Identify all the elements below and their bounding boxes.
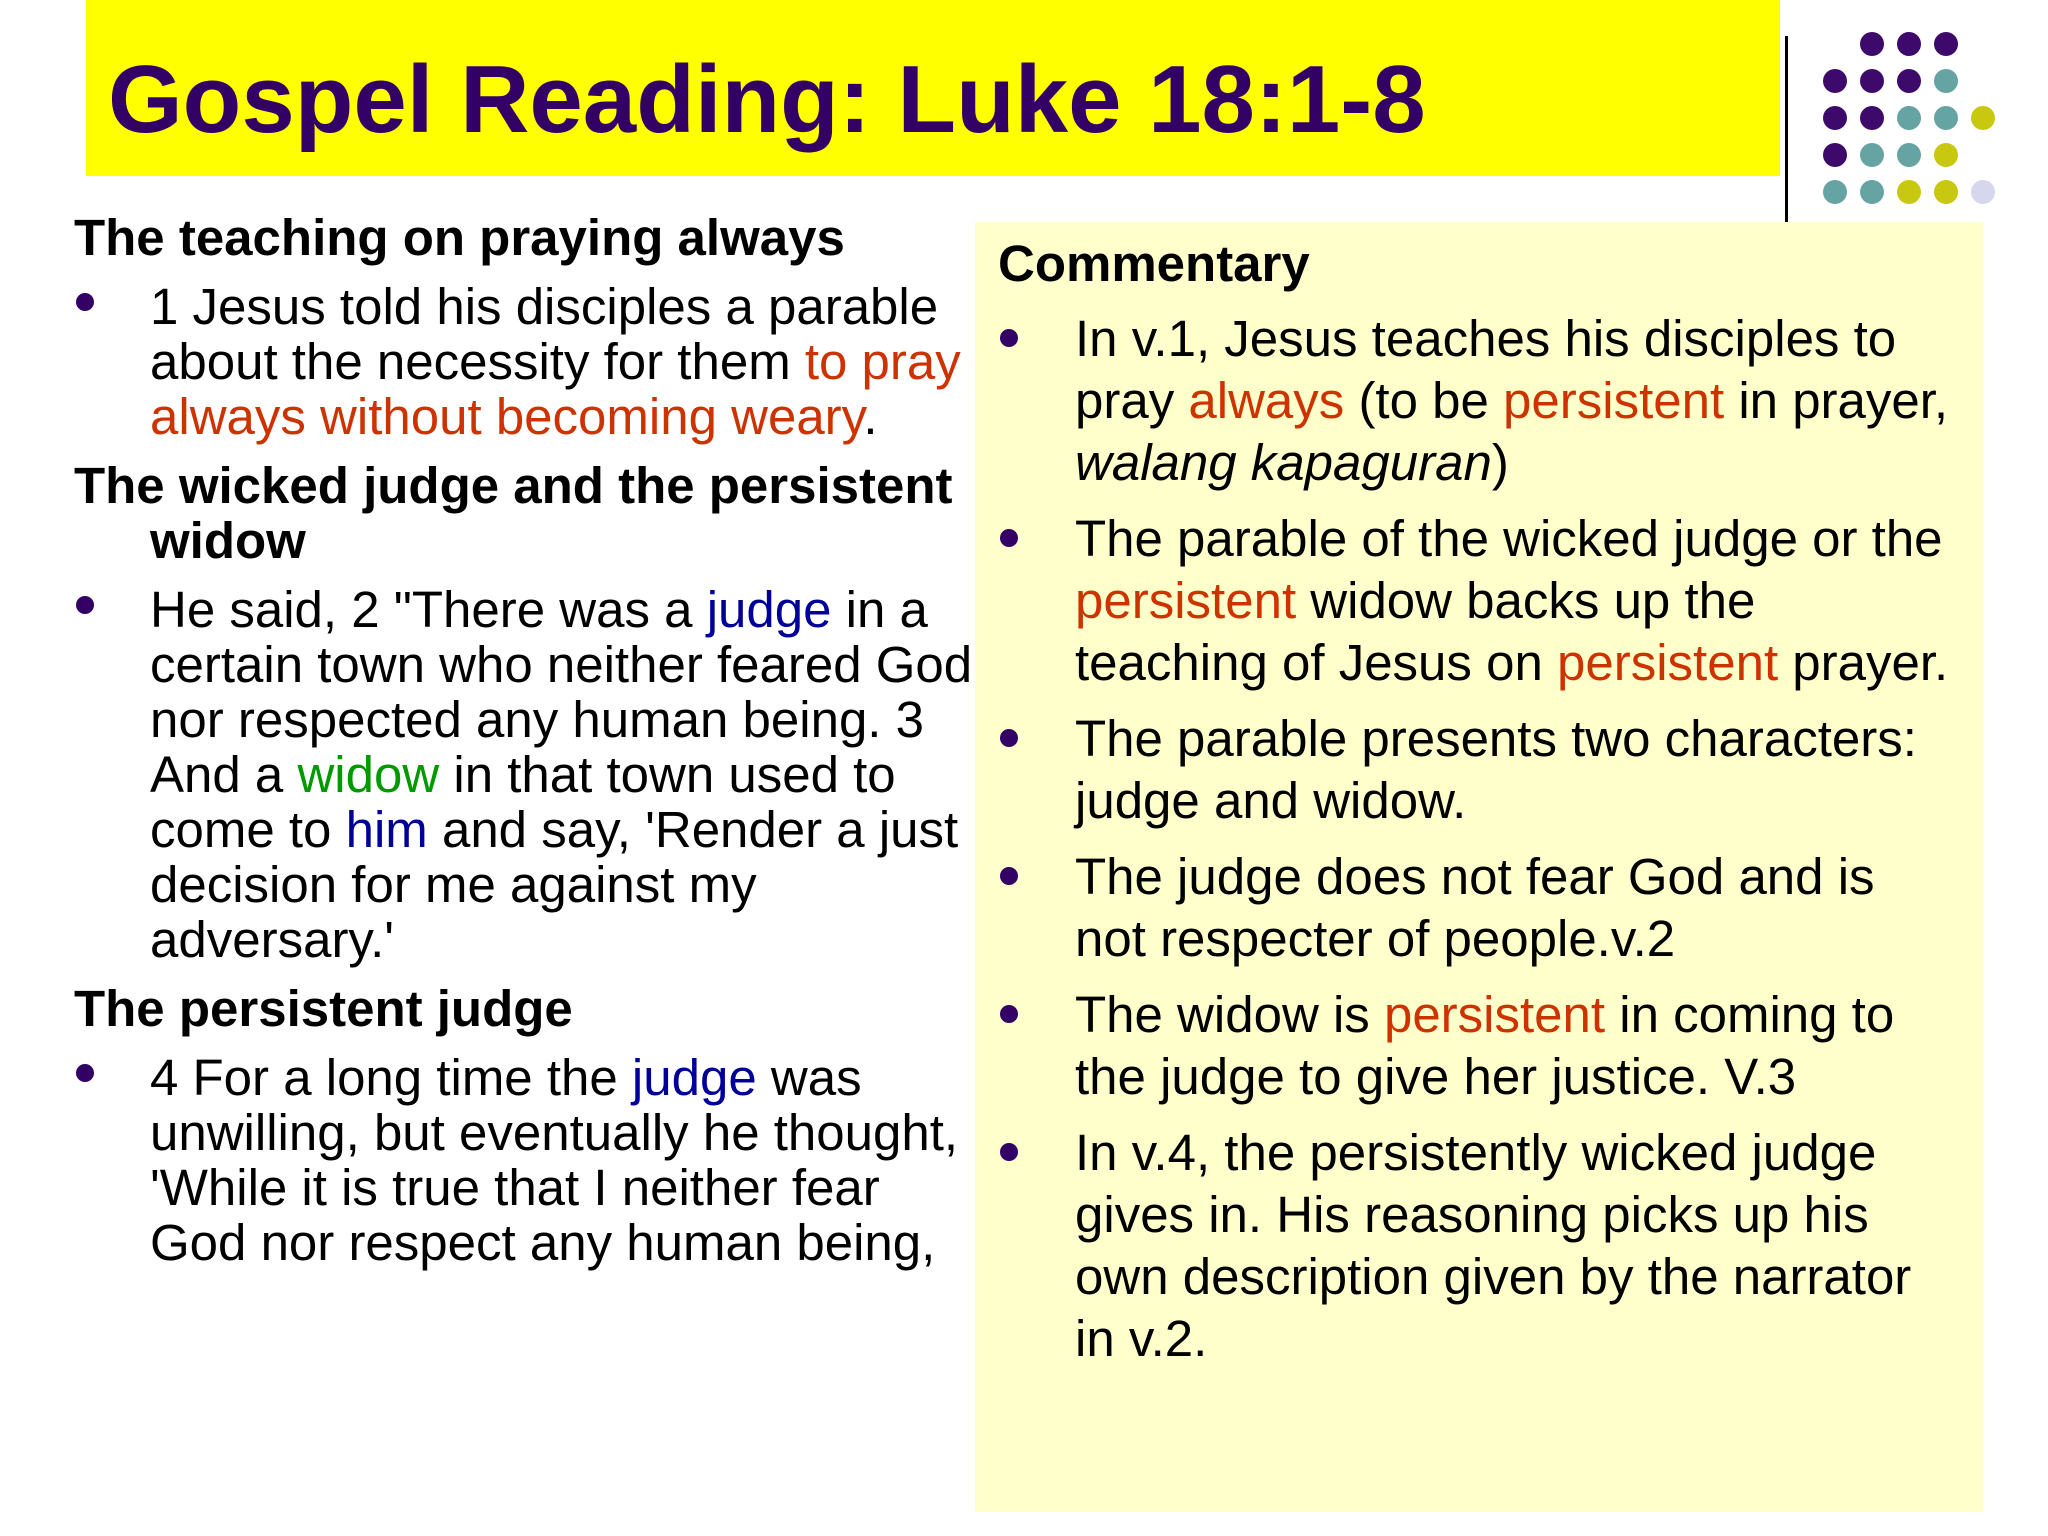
italic-text: walang kapaguran <box>1075 434 1492 491</box>
commentary-text: The widow is <box>1075 986 1384 1043</box>
reading-text: 1 Jesus told his disciples a parable about the necessity for them <box>150 278 939 390</box>
decorative-dot <box>1934 106 1958 130</box>
decorative-dot <box>1934 69 1958 93</box>
highlight-text: persistent <box>1557 634 1779 691</box>
commentary-text: In v.4, the persistently wicked judge gives in. His reasoning picks up his own description given by the narrator in v.2. <box>1075 1124 1912 1367</box>
bullet-icon <box>1000 729 1018 747</box>
decorative-dot <box>1897 180 1921 204</box>
decorative-dot <box>1934 143 1958 167</box>
title-divider <box>1785 36 1788 222</box>
bullet-icon <box>1000 1143 1018 1161</box>
commentary-bullet-2 <box>998 508 1958 694</box>
highlight-text: persistent <box>1503 372 1725 429</box>
highlight-text: to pray always without becoming weary <box>150 333 961 445</box>
decorative-dot <box>1823 69 1847 93</box>
commentary-bullet-5 <box>998 984 1958 1108</box>
reading-text: and say, 'Render a just decision for me against my adversary.' <box>150 801 959 968</box>
reading-text: was unwilling, but eventually he thought, 'While it is true that I neither fear God nor respect any human being, <box>150 1049 959 1271</box>
highlight-text: always <box>1188 372 1345 429</box>
decorative-dot <box>1897 32 1921 56</box>
bullet-icon <box>76 1064 94 1082</box>
bullet-icon <box>1000 529 1018 547</box>
decorative-dot <box>1897 69 1921 93</box>
bullet-icon <box>76 596 94 614</box>
reading-bullet-1 <box>74 279 974 444</box>
commentary-bullet-1 <box>998 308 1958 494</box>
slide-title: Gospel Reading: Luke 18:1-8 <box>108 46 1426 153</box>
decorative-dot <box>1823 106 1847 130</box>
bullet-icon <box>1000 867 1018 885</box>
commentary-panel <box>975 222 1983 1512</box>
decorative-dot-grid <box>1823 32 2023 222</box>
commentary-text: In v.1, Jesus teaches his disciples to pray <box>1075 310 1897 429</box>
decorative-dot <box>1860 106 1884 130</box>
highlight-text: judge <box>706 581 832 638</box>
decorative-dot <box>1823 180 1847 204</box>
reading-text: He said, 2 "There was a <box>150 581 707 638</box>
commentary-title: Commentary <box>998 235 1310 292</box>
commentary-text: The judge does not fear God and is not respecter of people.v.2 <box>1075 848 1875 967</box>
decorative-dot <box>1934 180 1958 204</box>
highlight-text: widow <box>297 746 440 803</box>
decorative-dot <box>1971 180 1995 204</box>
decorative-dot <box>1971 106 1995 130</box>
section-heading-wicked-judge: The wicked judge and the persistent widow <box>74 457 953 569</box>
highlight-text: persistent <box>1383 986 1606 1043</box>
bullet-icon <box>1000 329 1018 347</box>
commentary-text: ) <box>1491 434 1509 491</box>
decorative-dot <box>1860 180 1884 204</box>
commentary-text: The parable of the wicked judge or the <box>1075 510 1943 567</box>
commentary-text: (to be <box>1344 372 1504 429</box>
reading-bullet-2 <box>74 582 974 967</box>
section-heading-persistent-judge: The persistent judge <box>74 980 573 1037</box>
commentary-text: in coming to the judge to give her justice. V.3 <box>1075 986 1895 1105</box>
decorative-dot <box>1823 143 1847 167</box>
commentary-text: The parable presents two characters: judge and widow. <box>1075 710 1917 829</box>
reading-text: 4 For a long time the <box>150 1049 632 1106</box>
reading-text: . <box>863 388 878 445</box>
decorative-dot <box>1860 143 1884 167</box>
commentary-text: widow backs up the teaching of Jesus on <box>1075 572 1756 691</box>
decorative-dot <box>1934 32 1958 56</box>
decorative-dot <box>1860 69 1884 93</box>
reading-bullet-3 <box>74 1050 974 1270</box>
commentary-bullet-4 <box>998 846 1958 970</box>
reading-column <box>74 210 974 1284</box>
highlight-text: him <box>345 801 428 858</box>
bullet-icon <box>76 293 94 311</box>
bullet-icon <box>1000 1005 1018 1023</box>
highlight-text: persistent <box>1075 572 1297 629</box>
commentary-text: in prayer, <box>1724 372 1949 429</box>
decorative-dot <box>1897 106 1921 130</box>
commentary-text: prayer. <box>1778 634 1949 691</box>
commentary-bullet-6 <box>998 1122 1958 1370</box>
commentary-bullet-3 <box>998 708 1958 832</box>
commentary-list <box>998 308 1958 1384</box>
reading-text: in a certain town who neither feared God nor respected any human being. 3 And a <box>150 581 973 803</box>
highlight-text: judge <box>631 1049 757 1106</box>
section-heading-praying-always: The teaching on praying always <box>74 209 845 266</box>
decorative-dot <box>1897 143 1921 167</box>
reading-text: in that town used to come to <box>150 746 896 858</box>
decorative-dot <box>1860 32 1884 56</box>
